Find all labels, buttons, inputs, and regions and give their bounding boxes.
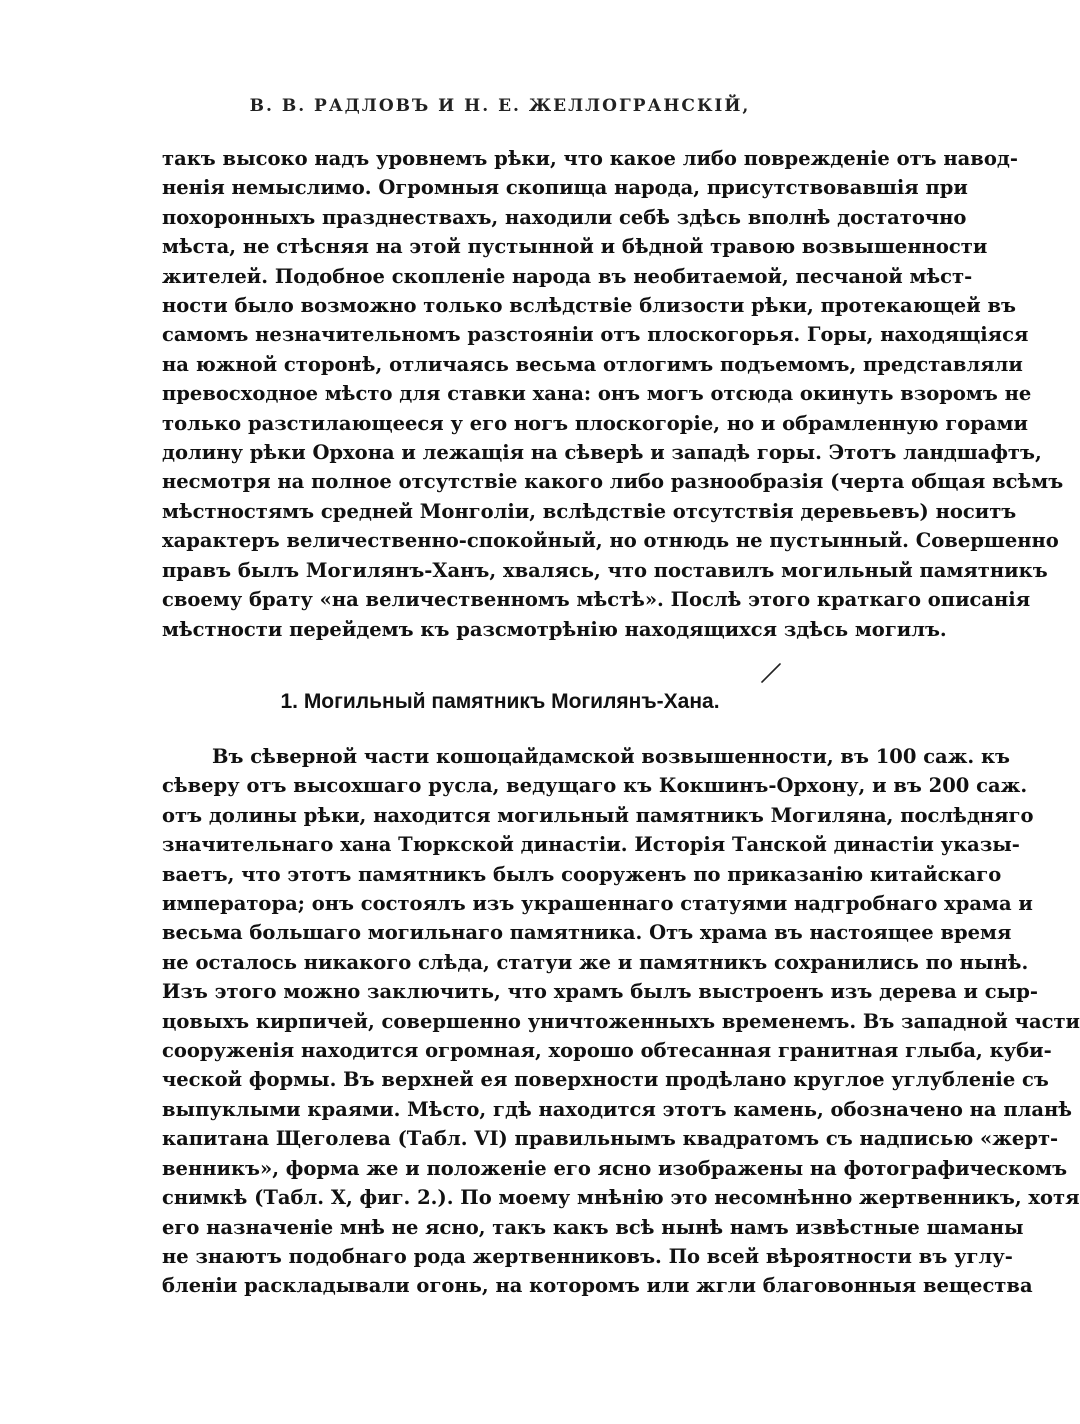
text-line: значительнаго хана Тюркской династіи. Исторія Танской династіи указы- [162, 833, 1020, 857]
section-heading: 1. Могильный памятникъ Могилянъ-Хана. [280, 690, 720, 713]
text-line: сѣверу отъ высохшаго русла, ведущаго къ Кокшинъ-Орхону, и въ 200 саж. [162, 774, 1028, 798]
text-line: венникъ», форма же и положеніе его ясно изображены на фотографическомъ [162, 1156, 1068, 1180]
text-line: правъ былъ Могилянъ-Ханъ, хвалясь, что поставилъ могильный памятникъ [162, 558, 1048, 582]
text-line: самомъ незначительномъ разстояніи отъ плоскогорья. Горы, находящіяся [162, 323, 1029, 347]
text-line: только разстилающееся у его ногъ плоскогоріе, но и обрамленную горами [162, 411, 1028, 435]
text-line: императора; онъ состоялъ изъ украшеннаго статуями надгробнаго храма и [162, 892, 1033, 916]
text-line: на южной сторонѣ, отличаясь весьма отлогимъ подъемомъ, представляли [162, 352, 1023, 376]
text-line: цовыхъ кирпичей, совершенно уничтоженныхъ временемъ. Въ западной части [162, 1009, 1080, 1033]
text-line: мѣста, не стѣсняя на этой пустынной и бѣдной травою возвышенности [162, 235, 988, 259]
text-line: ненія немыслимо. Огромныя скопища народа, присутствовавшія при [162, 176, 968, 200]
pen-mark [760, 662, 782, 684]
text-line: сооруженія находится огромная, хорошо обтесанная гранитная глыба, куби- [162, 1039, 1052, 1063]
text-line: ческой формы. Въ верхней ея поверхности продѣлано круглое углубленіе съ [162, 1068, 1049, 1092]
text-line: его назначеніе мнѣ не ясно, такъ какъ всѣ нынѣ намъ извѣстные шаманы [162, 1215, 1024, 1239]
text-line: похоронныхъ празднествахъ, находили себѣ здѣсь вполнѣ достаточно [162, 205, 967, 229]
text-line: Въ сѣверной части кошоцайдамской возвышенности, въ 100 саж. къ [212, 745, 1011, 768]
text-line: снимкѣ (Табл. X, фиг. 2.). По моему мнѣнію это несомнѣнно жертвенникъ, хотя [162, 1186, 1080, 1210]
running-head: В. В. РАДЛОВЪ И Н. Е. ЖЕЛЛОГРАНСКІЙ, [249, 96, 751, 116]
text-line: жителей. Подобное скопленіе народа въ необитаемой, песчаной мѣст- [162, 264, 973, 288]
paragraph-1 [162, 144, 1064, 644]
text-line: Изъ этого можно заключить, что храмъ былъ выстроенъ изъ дерева и сыр- [162, 980, 1038, 1004]
text-line: ности было возможно только вслѣдствіе близости рѣки, протекающей въ [162, 294, 1016, 318]
text-line: отъ долины рѣки, находится могильный памятникъ Могиляна, послѣдняго [162, 803, 1034, 827]
text-line: ваетъ, что этотъ памятникъ былъ сооруженъ по приказанію китайскаго [162, 862, 1002, 886]
text-line: не осталось никакого слѣда, статуи же и памятникъ сохранились по нынѣ. [162, 950, 1029, 974]
text-line: выпуклыми краями. Мѣсто, гдѣ находится этотъ камень, обозначено на планѣ [162, 1097, 1072, 1121]
text-line: превосходное мѣсто для ставки хана: онъ могъ отсюда окинуть взоромъ не [162, 382, 1032, 406]
paragraph-2 [162, 742, 1080, 1301]
text-line: мѣстности перейдемъ къ разсмотрѣнію находящихся здѣсь могилъ. [162, 617, 947, 641]
text-line: не знаютъ подобнаго рода жертвенниковъ. По всей вѣроятности въ углу- [162, 1244, 1013, 1268]
text-line: такъ высоко надъ уровнемъ рѣки, что какое либо поврежденіе отъ навод- [162, 147, 1018, 170]
text-line: долину рѣки Орхона и лежащія на сѣверѣ и западѣ горы. Этотъ ландшафтъ, [162, 441, 1042, 465]
text-line: капитана Щеголева (Табл. VI) правильнымъ квадратомъ съ надписью «жерт- [162, 1127, 1059, 1151]
text-line: характеръ величественно-спокойный, но отнюдь не пустынный. Совершенно [162, 529, 1059, 553]
text-line: несмотря на полное отсутствіе какого либо разнообразія (черта общая всѣмъ [162, 470, 1064, 494]
text-line: мѣстностямъ средней Монголіи, вслѣдствіе отсутствія деревьевъ) носитъ [162, 499, 1017, 523]
text-line: весьма большаго могильнаго памятника. Отъ храма въ настоящее время [162, 921, 1012, 945]
text-line: своему брату «на величественномъ мѣстѣ». Послѣ этого краткаго описанія [162, 588, 1031, 612]
text-line: бленіи раскладывали огонь, на которомъ или жгли благовонныя вещества [162, 1274, 1033, 1298]
